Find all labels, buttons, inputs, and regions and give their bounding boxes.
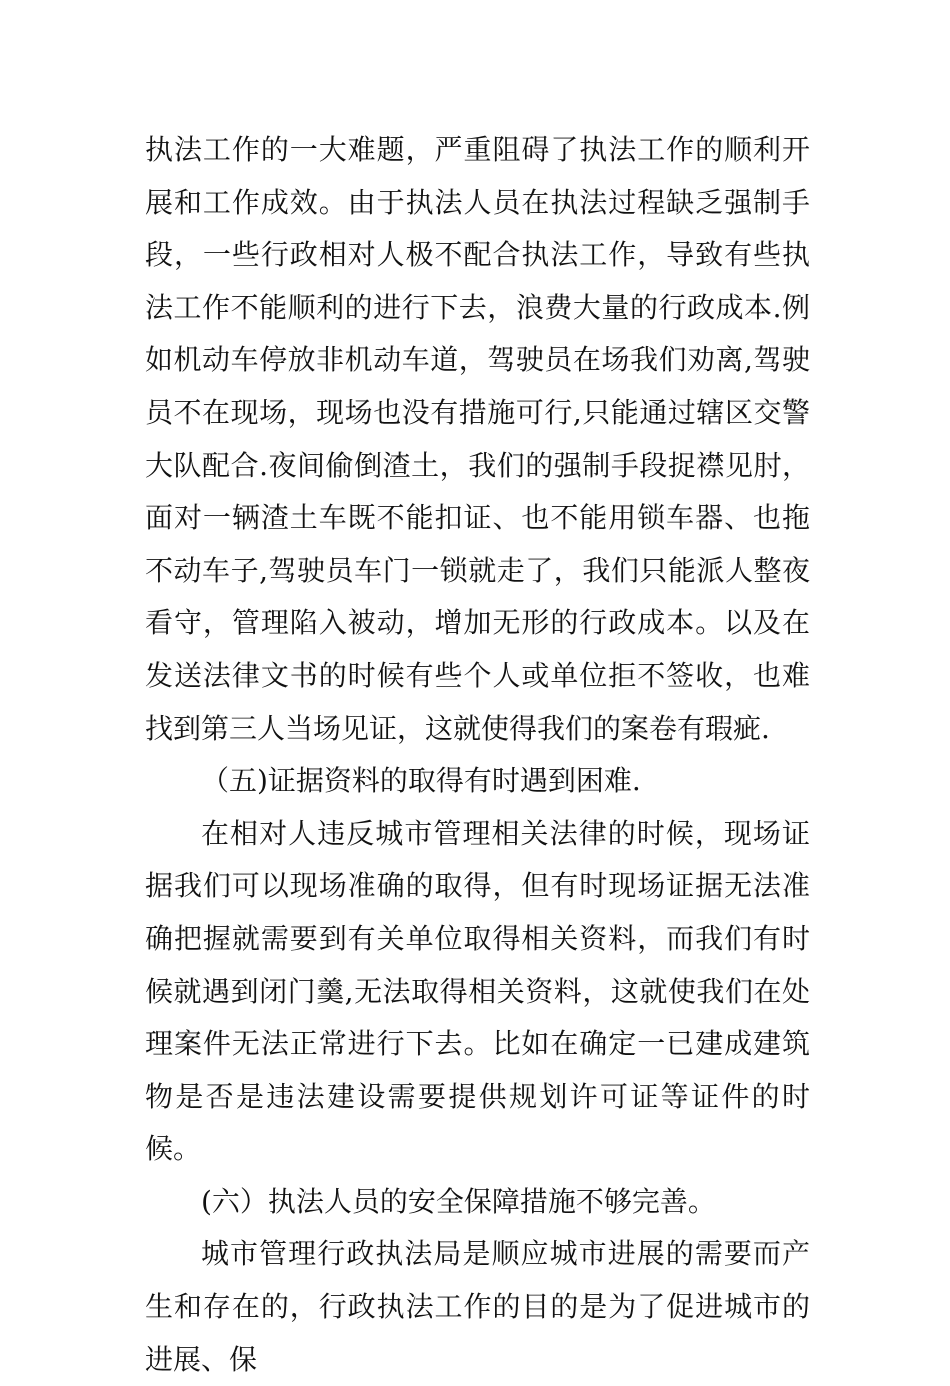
section-heading-five: （五)证据资料的取得有时遇到困难. (201, 764, 641, 798)
paragraph-city-management: 城市管理行政执法局是顺应城市进展的需要而产生和存在的，行政执法工作的目的是为了促进城市的进展、保 (145, 1237, 810, 1376)
document-body (145, 124, 810, 1386)
paragraph-evidence: 在相对人违反城市管理相关法律的时候，现场证据我们可以现场准确的取得，但有时现场证据无法准确把握就需要到有关单位取得相关资料，而我们有时候就遇到闭门羹,无法取得相关资料，这就使我们在处理案件无法正常进行下去。比如在确定一已建成建筑物是否是违法建设需要提供规划许可证等证件的时候。 (145, 816, 810, 1166)
paragraph-continuation: 执法工作的一大难题，严重阻碍了执法工作的顺利开展和工作成效。由于执法人员在执法过程缺乏强制手段，一些行政相对人极不配合执法工作，导致有些执法工作不能顺利的进行下去，浪费大量的行政成本.例如机动车停放非机动车道，驾驶员在场我们劝离,驾驶员不在现场，现场也没有措施可行,只能通过辖区交警大队配合.夜间偷倒渣土，我们的强制手段捉襟见肘，面对一辆渣土车既不能扣证、也不能用锁车器、也拖不动车子,驾驶员车门一锁就走了，我们只能派人整夜看守，管理陷入被动，增加无形的行政成本。以及在发送法律文书的时候有些个人或单位拒不签收，也难找到第三人当场见证，这就使得我们的案卷有瑕疵. (145, 133, 810, 745)
section-heading-six: (六）执法人员的安全保障措施不够完善。 (201, 1184, 716, 1218)
